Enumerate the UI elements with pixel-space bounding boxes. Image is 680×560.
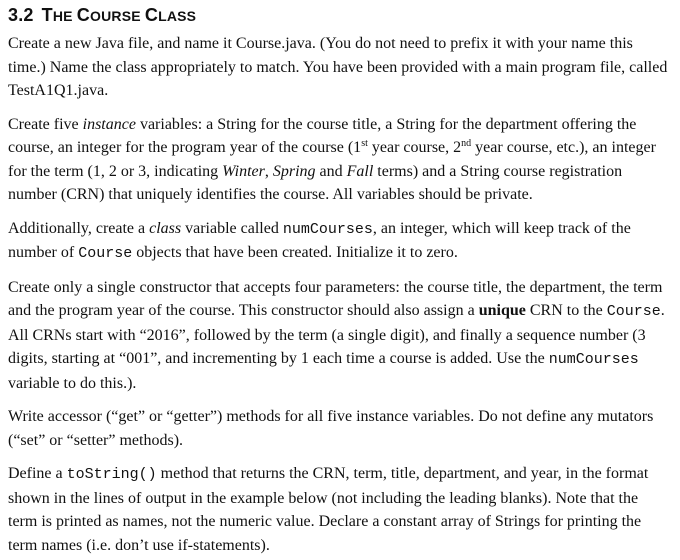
paragraph-create-file: Create a new Java file, and name it Course.java. (You do not need to prefix it with your name this time.) Name the class appropriately to match. You have been provided with a main program file, called TestA1Q1.java. [8,35,668,99]
paragraph-instance-variables: Create five instance variables: a String for the course title, a String for the department offering the course, an integer for the program year of the course (1st year course, 2nd year course, etc.), an integer for the term (1, 2 or 3, indicating Winter, Spring and Fall terms) and a String course registration number (CRN) that uniquely identifies the course. All variables should be private. [8,115,656,203]
code-tostring: toString() [66,466,157,483]
paragraph-class-variable: Additionally, create a class variable called numCourses, an integer, which will keep track of the number of Course objects that have been created. Initialize it to zero. [8,219,631,262]
paragraph-accessors: Write accessor (“get” or “getter”) methods for all five instance variables. Do not define any mutators (“set” or “setter” methods). [8,408,654,449]
section-heading: 3.2 THE COURSE CLASS [8,5,197,25]
code-course: Course [78,245,133,262]
paragraph-constructor: Create only a single constructor that accepts four parameters: the course title, the department, the term and the program year of the course. This constructor should also assign a unique CRN to the Course. All CRNs start with “2016”, followed by the term (a single digit), and finally a sequence number (3 digits, starting at “001”, and incrementing by 1 each time a course is added. Use the numCourses variable to do this.). [8,278,665,392]
code-course: Course [606,303,661,320]
code-numcourses: numCourses [282,220,373,238]
code-numcourses: numCourses [548,351,639,368]
paragraph-tostring: Define a toString() method that returns the CRN, term, title, department, and year, in the format shown in the lines of output in the example below (not including the leading blanks). Note that the term is printed as names, not the numeric value. Declare a constant array of Strings for printing the term names (i.e. don’t use if-statements). [8,465,649,554]
section-number: 3.2 [8,5,34,25]
